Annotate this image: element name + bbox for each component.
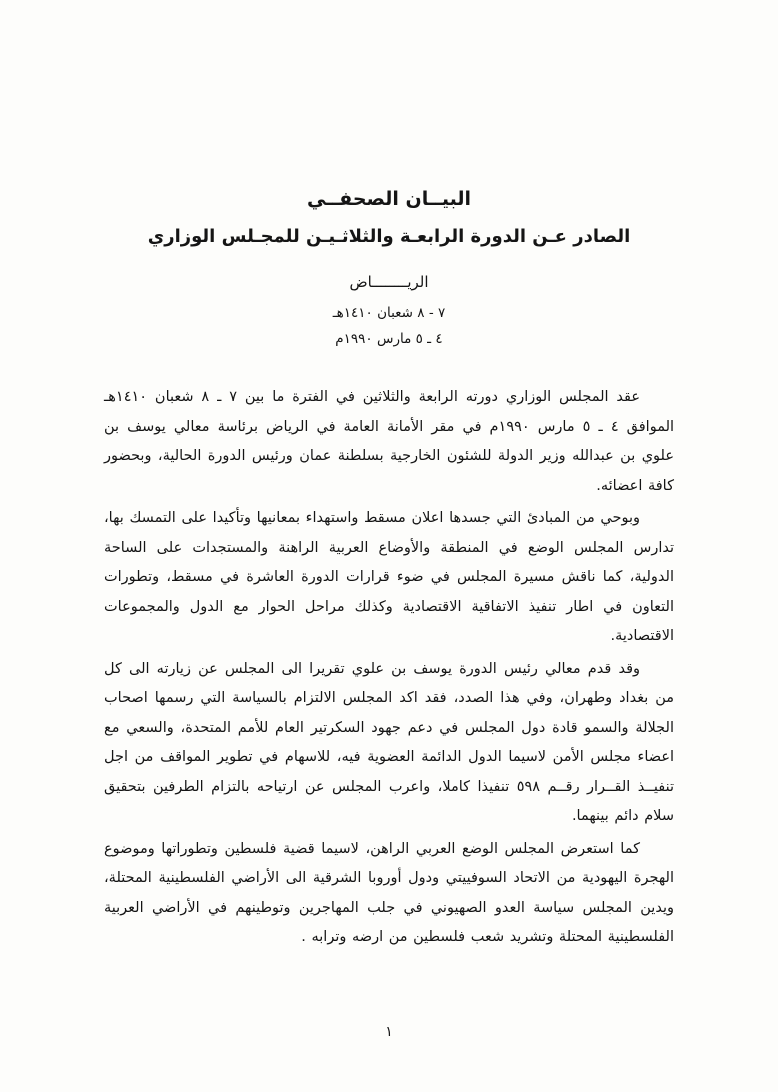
page-number: ١ — [385, 1024, 393, 1040]
document-header — [104, 188, 674, 347]
location-line: الريــــــــاض — [349, 273, 429, 291]
paragraph-4: كما استعرض المجلس الوضع العربي الراهن، لاسيما قضية فلسطين وتطوراتها وموضوع الهجرة اليهودية من الاتحاد السوفييتي ودول أوروبا الشرقية الى الأراضي الفلسطينية المحتلة، ويدين المجلس سياسة العدو الصهيوني في جلب المهاجرين وتوطينهم في الأراضي العربية الفلسطينية المحتلة وتشريد شعب فلسطين من ارضه وترابه . — [104, 840, 674, 945]
gregorian-date: ٤ ـ ٥ مارس ١٩٩٠م — [335, 331, 443, 347]
paragraph-3: وقد قدم معالي رئيس الدورة يوسف بن علوي تقريرا الى المجلس عن زيارته الى كل من بغداد وطهران، وفي هذا الصدد، فقد اكد المجلس الالتزام بالسياسة التي رسمها اصحاب الجلالة والسمو قادة دول المجلس في دعم جهود السكرتير العام للأمم المتحدة، والسعي مع اعضاء مجلس الأمن لاسيما الدول الدائمة العضوية فيه، للاسهام في تطوير المواقف من اجل تنفيــذ القــرار رقــم ٥٩٨ تنفيذا كاملا، واعرب المجلس عن ارتياحه بالتزام الطرفين بتحقيق سلام دائم بينهما. — [104, 660, 674, 824]
document-title: البيــان الصحفــي — [306, 188, 472, 210]
paragraph-2: وبوحي من المبادئ التي جسدها اعلان مسقط واستهداء بمعانيها وتأكيدا على التمسك بها، تدارس المجلس الوضع في المنطقة والأوضاع العربية الراهنة والمستجدات على الساحة الدولية، كما ناقش مسيرة المجلس في ضوء قرارات الدورة العاشرة في مسقط، وتطورات التعاون في اطار تنفيذ الاتفاقية الاقتصادية وكذلك مراحل الحوار مع الدول والمجموعات الاقتصادية. — [104, 510, 674, 644]
hijri-date: ٧ - ٨ شعبان ١٤١٠هـ — [332, 305, 446, 321]
paragraph-1: عقد المجلس الوزاري دورته الرابعة والثلاثين في الفترة ما بين ٧ ـ ٨ شعبان ١٤١٠هـ الموافق ٤ ـ ٥ مارس ١٩٩٠م في مقر الأمانة العامة في الرياض برئاسة معالي يوسف بن علوي بن عبدالله وزير الدولة للشئون الخارجية بسلطنة عمان ورئيس الدورة الحالية، وبحضور كافة اعضائه. — [104, 389, 675, 494]
document-body — [104, 383, 674, 953]
document-content — [104, 188, 674, 956]
document-subtitle: الصادر عـن الدورة الرابعـة والثلاثـيـن للمجـلس الوزاري — [147, 226, 631, 247]
